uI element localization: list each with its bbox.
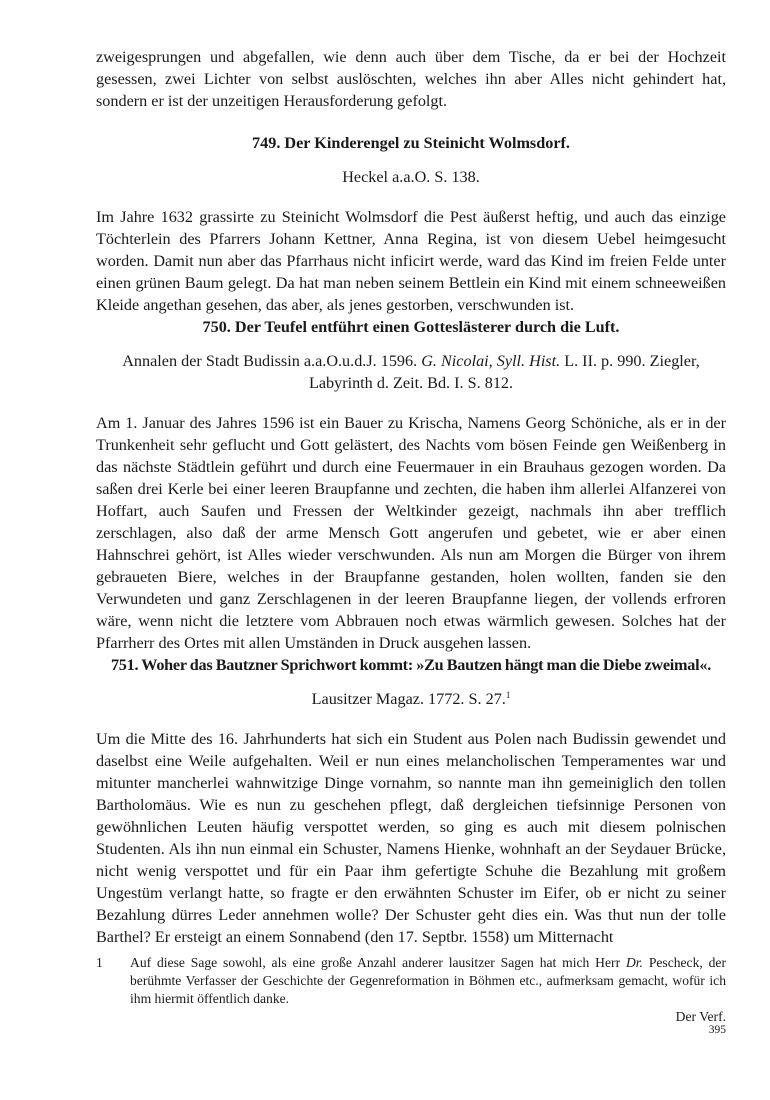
section-751 (96, 654, 726, 948)
section-source: Heckel a.a.O. S. 138. (342, 168, 480, 186)
footnote-italic: Dr. (625, 955, 643, 970)
source-italic: G. Nicolai, Syll. Hist. (421, 352, 561, 370)
source-text: Lausitzer Magaz. 1772. S. 27. (311, 690, 506, 708)
section-body: Im Jahre 1632 grassirte zu Steinicht Wolmsdorf die Pest äußerst heftig, und auch das einzige Töchterlein des Pfarrers Johann Kettner, Anna Regina, ist von diesem Uebel heimgesucht worden. Damit nun aber das Pfarrhaus nicht inficirt werde, ward das Kind im freien Felde unter einen grünen Baum gelegt. Da hat man neben seinem Bettlein ein Kind mit einem schneeweißen Kleide angethan gesehen, das aber, als jenes gestorben, verschwunden ist. (96, 208, 726, 314)
footnote (96, 954, 726, 1008)
footnote-text (130, 954, 726, 1008)
footnotes (96, 954, 726, 1026)
footnote-signature: Der Verf. (675, 1009, 726, 1024)
section-749 (96, 132, 726, 316)
intro-continuation: zweigesprungen und abgefallen, wie denn auch über dem Tische, da er bei der Hochzeit gesessen, zwei Lichter von selbst auslöschten, welches ihn aber Alles nicht gehindert hat, sondern er ist der unzeitigen Herausforderung gefolgt. (96, 48, 726, 110)
section-body: Um die Mitte des 16. Jahrhunderts hat sich ein Student aus Polen nach Budissin gewendet und daselbst eine Weile aufgehalten. Weil er nun eines melancholischen Temperamentes war und mitunter mancherlei wahnwitzige Dinge vornahm, so nannte man ihn gemeiniglich den tollen Bartholomäus. Wie es nun zu geschehen pflegt, daß dergleichen tiefsinnige Personen von gewöhnlichen Leuten häufig verspottet werden, so ging es auch mit diesem polnischen Studenten. Als ihn nun einmal ein Schuster, Namens Hienke, wohnhaft an der Seydauer Brücke, nicht wenig verspottet und für ein Paar ihm gefertigte Schuhe die Bezahlung mit großem Ungestüm verlangt hatte, so fragte er den erwähnten Schuster im Eifer, ob er nicht zu seiner Bezahlung dürres Leder annehmen wolle? Der Schuster geht dies ein. Was thut nun der tolle Barthel? Er ersteigt an einem Sonnabend (den 17. Septbr. 1558) um Mitternacht (96, 730, 726, 946)
footnote-number: 1 (96, 955, 103, 970)
source-text: Annalen der Stadt Budissin a.a.O.u.d.J. 1596. (122, 352, 418, 370)
section-title: 750. Der Teufel entführt einen Gotteslästerer durch die Luft. (202, 318, 620, 336)
page-number: 395 (708, 1024, 726, 1036)
section-source (96, 688, 726, 710)
section-title: 749. Der Kinderengel zu Steinicht Wolmsdorf. (252, 134, 570, 152)
source-text: L. II. p. 990. Ziegler, Labyrinth d. Zeit. Bd. I. S. 812. (308, 352, 700, 392)
section-title: 751. Woher das Bautzner Sprichwort kommt: »Zu Bautzen hängt man die Diebe zweimal«. (110, 656, 712, 674)
section-source (96, 350, 726, 394)
section-body: Am 1. Januar des Jahres 1596 ist ein Bauer zu Krischa, Namens Georg Schöniche, als er in der Trunkenheit sehr geflucht und Gott gelästert, des Nachts vom bösen Feinde gen Weißenberg in das nächste Städtlein geführt und durch eine Feuermauer in ein Brauhaus gezogen worden. Da saßen drei Kerle bei einer leeren Braupfanne und zechten, die haben ihm allerlei Alfanzerei von Hoffart, auch Saufen und Fressen der Weltkinder gezeigt, nachmals ihn aber trefflich zerschlagen, also daß der arme Mensch Gott angerufen und gebetet, wie er aber einen Hahnschrei gehört, ist Alles wieder verschwunden. Als nun am Morgen die Bürger von ihrem gebraueten Biere, welches in der Braupfanne gestanden, holen wollten, fanden sie den Verwundeten und ganz Zerschlagenen in der leeren Braupfanne liegen, der vollends erfroren wäre, wenn nicht die letztere vom Abbrauen noch etwas wärmlich gewesen. Solches hat der Pfarrherr des Ortes mit allen Umständen in Druck ausgehen lassen. (96, 414, 726, 652)
page-content (96, 46, 726, 1026)
footnote-text-part: Pescheck, der berühmte Verfasser der Geschichte der Gegenreformation in Böhmen etc., aufmerksam gemacht, wofür ich ihm hiermit öffentlich danke. (130, 955, 726, 1006)
footnote-text-part: Auf diese Sage sowohl, als eine große Anzahl anderer lausitzer Sagen hat mich Herr (130, 955, 621, 970)
section-750 (96, 316, 726, 654)
footnote-ref[interactable]: 1 (505, 690, 511, 700)
